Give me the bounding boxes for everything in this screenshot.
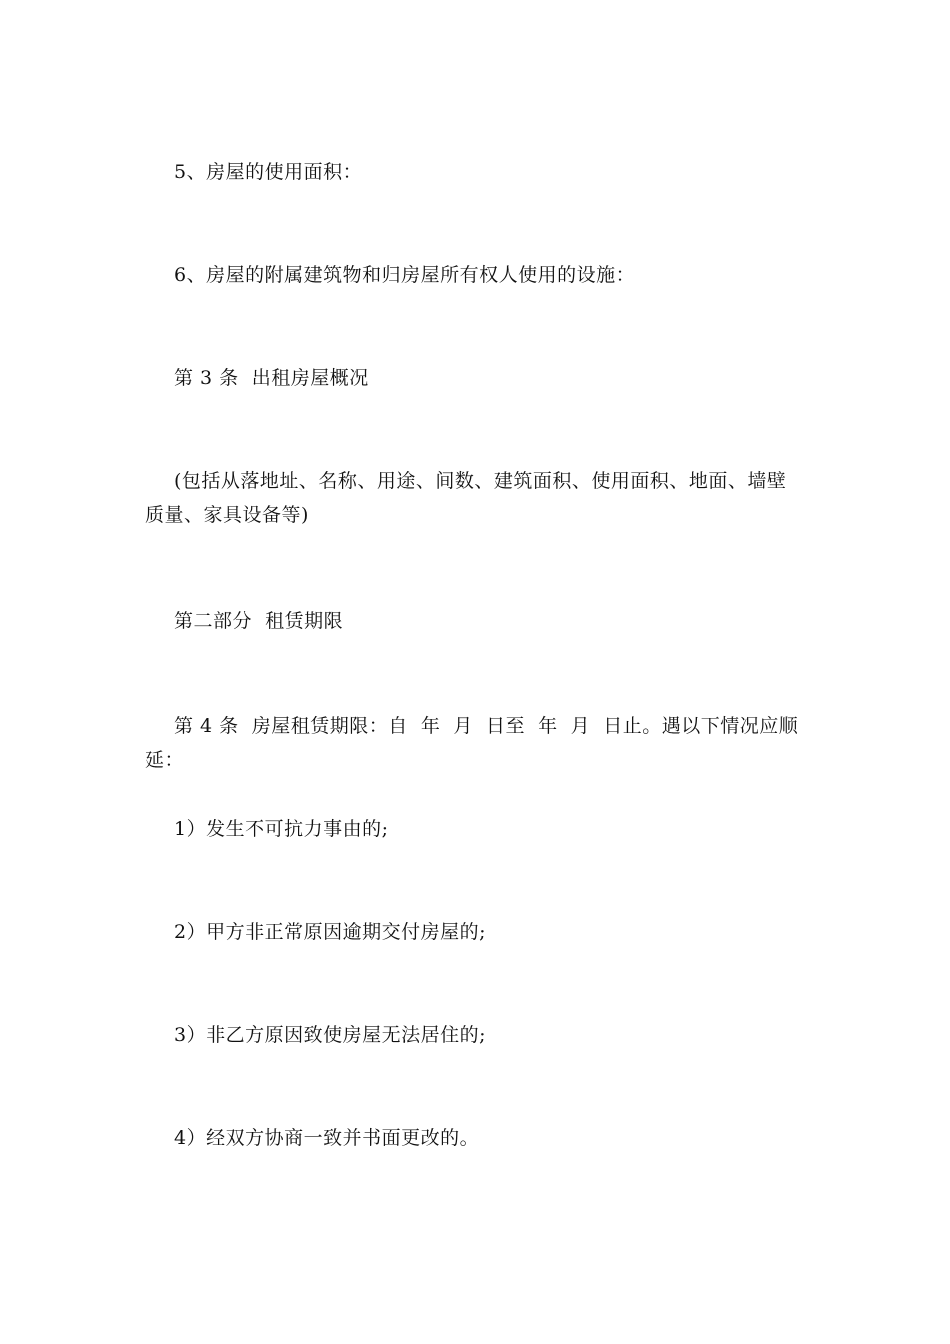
article-3-heading: 第 3 条 出租房屋概况 — [174, 367, 369, 389]
part-2-heading: 第二部分 租赁期限 — [174, 610, 344, 632]
extension-condition-4: 4）经双方协商一致并书面更改的。 — [174, 1127, 480, 1149]
clause-ancillary-facilities: 6、房屋的附属建筑物和归房屋所有权人使用的设施： — [174, 264, 636, 286]
article-3-description: (包括从落地址、名称、用途、间数、建筑面积、使用面积、地面、墙壁质量、家具设备等) — [145, 470, 787, 526]
extension-condition-2: 2）甲方非正常原因逾期交付房屋的; — [174, 921, 486, 943]
clause-usable-area: 5、房屋的使用面积： — [174, 161, 363, 183]
extension-condition-1: 1）发生不可抗力事由的; — [174, 818, 389, 840]
article-4-lease-term: 第 4 条 房屋租赁期限：自 年 月 日至 年 月 日止。遇以下情况应顺延： — [145, 715, 799, 771]
extension-condition-3: 3）非乙方原因致使房屋无法居住的; — [174, 1024, 486, 1046]
